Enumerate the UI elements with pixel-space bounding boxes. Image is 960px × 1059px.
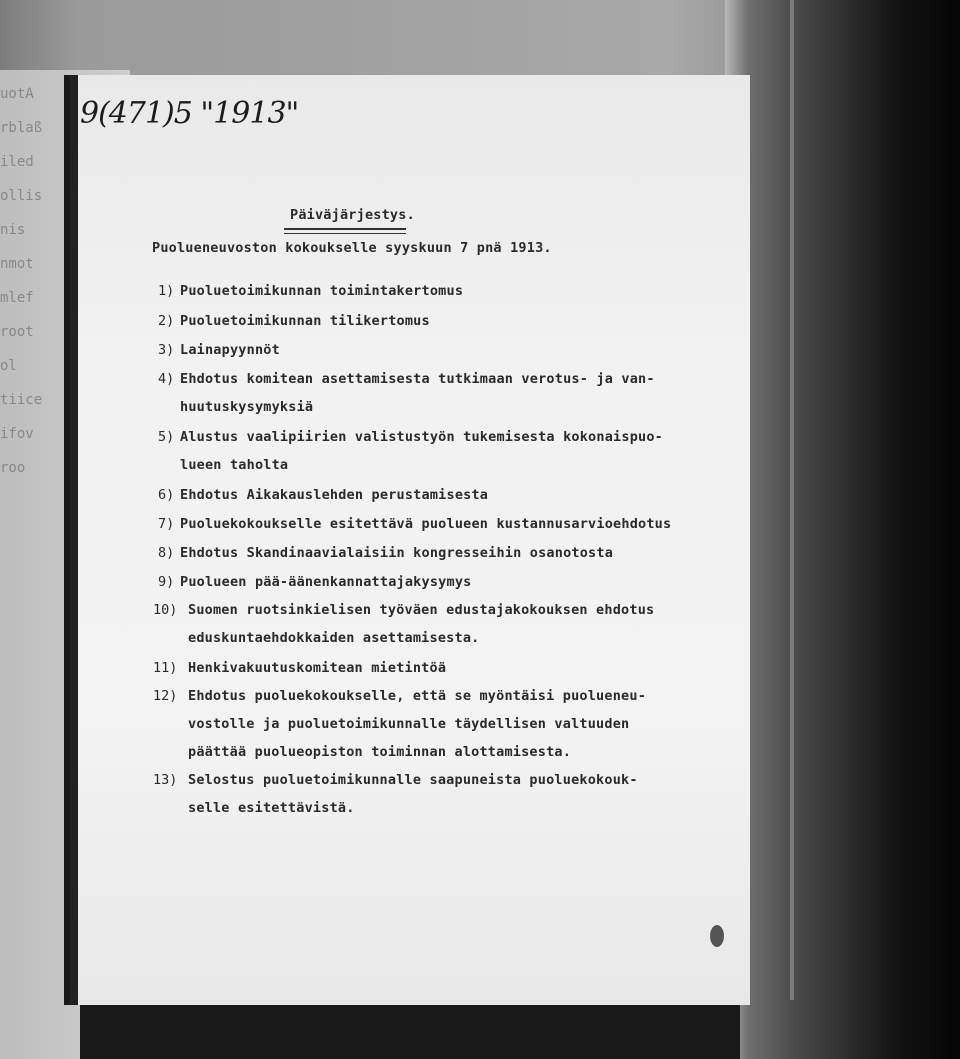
agenda-item-text: Puoluetoimikunnan tilikertomus [180, 313, 430, 329]
agenda-item-number: 9) [158, 574, 175, 590]
title-underline [284, 228, 406, 234]
agenda-item-number: 6) [158, 487, 175, 503]
underlying-text-fragment: root [0, 324, 34, 340]
agenda-item-number: 13) [153, 772, 178, 788]
underlying-text-fragment: roo [0, 460, 26, 476]
underlying-text-fragment: nis [0, 222, 26, 238]
agenda-item-text: Ehdotus komitean asettamisesta tutkimaan verotus- ja van- [180, 371, 655, 387]
agenda-item-number: 5) [158, 429, 175, 445]
agenda-item-text: eduskuntaehdokkaiden asettamisesta. [188, 630, 480, 646]
agenda-item-number: 3) [158, 342, 175, 358]
agenda-item-text: Puoluekokoukselle esitettävä puolueen kustannusarvioehdotus [180, 516, 672, 532]
binder-stripe [790, 0, 794, 1000]
underlying-text-fragment: ol [0, 358, 17, 374]
agenda-item-number: 11) [153, 660, 178, 676]
agenda-item-number: 10) [153, 602, 178, 618]
underlying-text-fragment: ollis [0, 188, 43, 204]
underlying-text-fragment: tiice [0, 392, 43, 408]
agenda-item-text: vostolle ja puoluetoimikunnalle täydellisen valtuuden [188, 716, 630, 732]
agenda-item-text: Puolueen pää-äänenkannattajakysymys [180, 574, 472, 590]
bottom-shadow [80, 1000, 740, 1059]
agenda-item-text: selle esitettävistä. [188, 800, 355, 816]
underlying-page-text [0, 80, 70, 482]
agenda-item-text: Henkivakuutuskomitean mietintöä [188, 660, 447, 676]
underlying-text-fragment: ifov [0, 426, 34, 442]
document-title: Päiväjärjestys. [290, 207, 415, 223]
agenda-item-text: Ehdotus Aikakauslehden perustamisesta [180, 487, 489, 503]
agenda-item-text: lueen taholta [180, 457, 289, 473]
agenda-item-number: 12) [153, 688, 178, 704]
handwritten-archive-note: 9(471)5 "1913" [80, 96, 299, 131]
agenda-item-number: 1) [158, 283, 175, 299]
agenda-item-number: 2) [158, 313, 175, 329]
agenda-item-text: Suomen ruotsinkielisen työväen edustajakokouksen ehdotus [188, 602, 655, 618]
agenda-item-text: Ehdotus puoluekokoukselle, että se myöntäisi puolueneu- [188, 688, 647, 704]
underlying-text-fragment: iled [0, 154, 34, 170]
binder-edge [725, 0, 960, 1059]
underlying-text-fragment: rblaß [0, 120, 43, 136]
underlying-text-fragment: mlef [0, 290, 34, 306]
agenda-item-text: Alustus vaalipiirien valistustyön tukemisesta kokonaispuo- [180, 429, 664, 445]
agenda-item-text: Puoluetoimikunnan toimintakertomus [180, 283, 464, 299]
underlying-text-fragment: uotA [0, 86, 34, 102]
agenda-item-text: Ehdotus Skandinaavialaisiin kongresseihin osanotosta [180, 545, 614, 561]
agenda-item-number: 7) [158, 516, 175, 532]
agenda-item-number: 8) [158, 545, 175, 561]
agenda-item-text: Lainapyynnöt [180, 342, 280, 358]
underlying-text-fragment: nmot [0, 256, 34, 272]
document-subtitle: Puolueneuvoston kokoukselle syyskuun 7 pnä 1913. [152, 240, 552, 256]
agenda-item-text: huutuskysymyksiä [180, 399, 314, 415]
agenda-item-text: Selostus puoluetoimikunnalle saapuneista puoluekokouk- [188, 772, 638, 788]
agenda-item-text: päättää puolueopiston toiminnan alottamisesta. [188, 744, 572, 760]
agenda-item-number: 4) [158, 371, 175, 387]
punch-hole [710, 925, 724, 947]
